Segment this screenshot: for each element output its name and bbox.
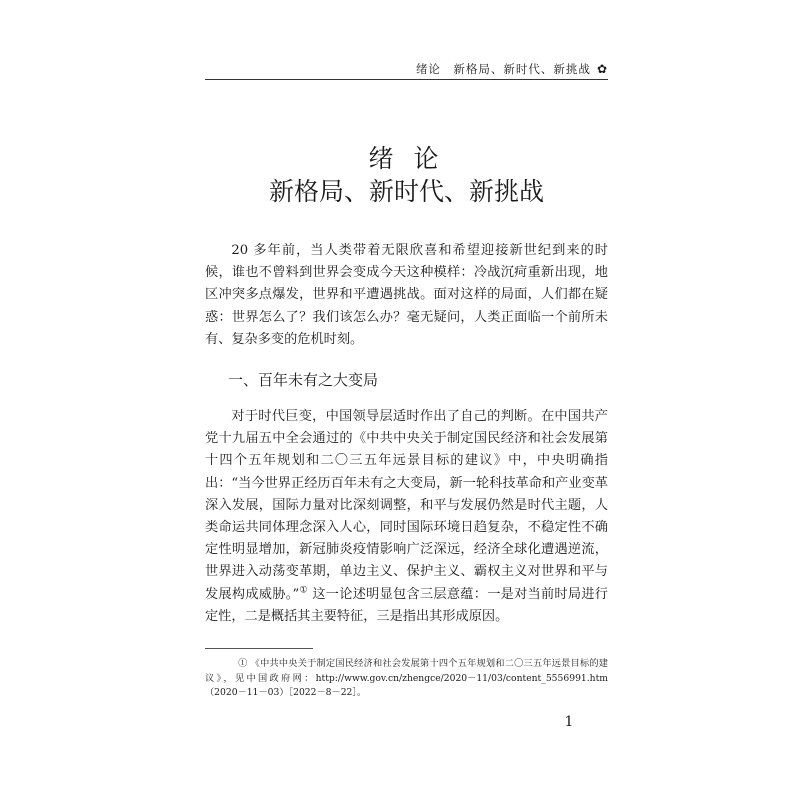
running-head-text: 绪论 新格局、新时代、新挑战	[415, 62, 591, 76]
chapter-title: 新格局、新时代、新挑战	[268, 177, 544, 206]
chapter-title-label: 绪 论	[368, 144, 445, 173]
section-paragraph-text: 对于时代巨变，中国领导层适时作出了自己的判断。在中国共产党十九届五中全会通过的《中共中央关于制定国民经济和社会发展第十四个五年规划和二〇三五年远景目标的建议》中，中央明确指出：“当今世界正经历百年未有之大变局，新一轮科技革命和产业变革深入发展，国际力量对比深刻调整，和平与发展仍然是时代主题，人类命运共同体理念深入人心，同时国际环境日趋复杂，不稳定性不确定性明显增加，新冠肺炎疫情影响广泛深远，经济全球化遭遇逆流，世界进入动荡变革期，单边主义、保护主义、霸权主义对世界和平与发展构成威胁。”	[205, 409, 608, 602]
section-paragraph-continuation: 这一论述明显包含三层意蕴：一是对当前时局进行定性，二是概括其主要特征，三是指出其形成原因。	[205, 586, 608, 624]
footnote: ① 《中共中央关于制定国民经济和社会发展第十四个五年规划和二〇三五年远景目标的建议》，见中国政府网：http://www.gov.cn/zhengce/2020－11/03/content_5556991.htm（2020－11－03）［2022－8－22］。	[205, 658, 608, 698]
footnote-reference[interactable]: ①	[299, 585, 308, 596]
section-paragraph	[205, 406, 608, 628]
page-number: 1	[564, 714, 574, 730]
footnote-divider	[205, 648, 313, 649]
intro-paragraph: 20 多年前，当人类带着无限欣喜和希望迎接新世纪到来的时候，谁也不曾料到世界会变成今天这种模样：冷战沉疴重新出现，地区冲突多点爆发，世界和平遭遇挑战。面对这样的局面，人们都在疑惑：世界怎么了？我们该怎么办？毫无疑问，人类正面临一个前所未有、复杂多变的危机时刻。	[205, 243, 608, 347]
flower-ornament-icon: ✿	[596, 62, 608, 76]
section-heading: 一、百年未有之大变局	[228, 371, 379, 389]
running-head	[205, 61, 608, 80]
